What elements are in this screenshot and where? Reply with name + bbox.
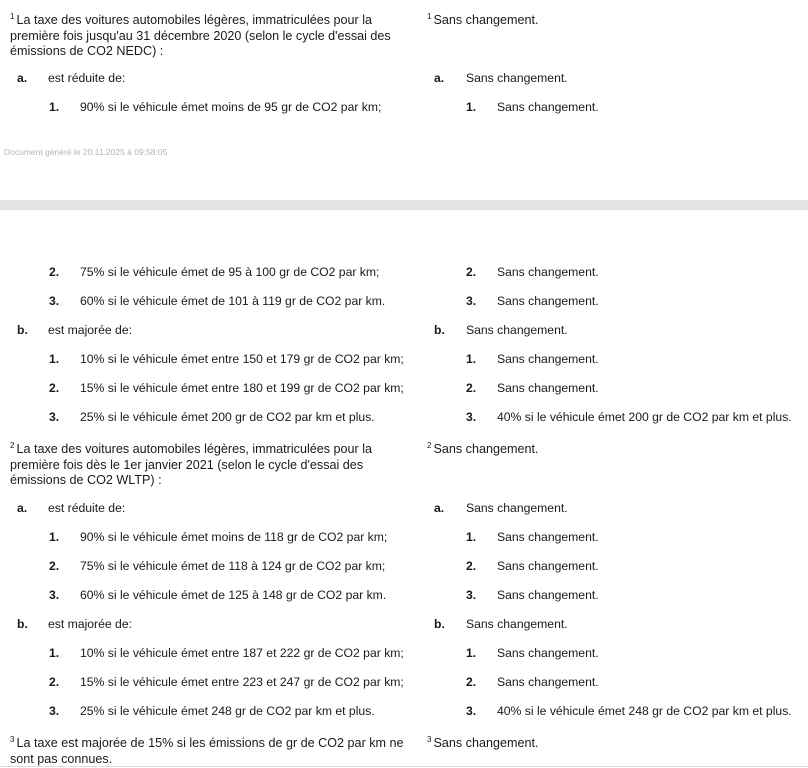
list-marker: 3. bbox=[49, 294, 60, 308]
list-text: 25% si le véhicule émet 200 gr de CO2 par km et plus. bbox=[80, 410, 375, 424]
paragraph-1-original bbox=[10, 9, 410, 60]
list-text: Sans changement. bbox=[466, 71, 568, 85]
list-marker: a. bbox=[17, 71, 28, 85]
list-marker: 2. bbox=[49, 675, 60, 689]
list-marker: 1. bbox=[466, 646, 477, 660]
list-marker: b. bbox=[434, 617, 445, 631]
list-text: Sans changement. bbox=[497, 559, 599, 573]
paragraph-text: Sans changement. bbox=[433, 442, 539, 456]
paragraph-number: 3 bbox=[10, 735, 15, 744]
document-page-1 bbox=[0, 0, 808, 200]
paragraph-number: 2 bbox=[10, 441, 15, 450]
list-marker: a. bbox=[434, 501, 445, 515]
list-text: Sans changement. bbox=[466, 501, 568, 515]
list-marker: b. bbox=[434, 323, 445, 337]
paragraph-number: 1 bbox=[427, 12, 432, 21]
list-text: Sans changement. bbox=[497, 588, 599, 602]
list-text: 75% si le véhicule émet de 95 à 100 gr de CO2 par km; bbox=[80, 265, 380, 279]
list-marker: 2. bbox=[466, 675, 477, 689]
list-text: Sans changement. bbox=[497, 294, 599, 308]
paragraph-2-amended bbox=[427, 438, 805, 458]
paragraph-1-amended bbox=[427, 9, 805, 29]
list-text: Sans changement. bbox=[497, 381, 599, 395]
list-text: Sans changement. bbox=[497, 530, 599, 544]
list-marker: 1. bbox=[49, 352, 60, 366]
list-text: est majorée de: bbox=[48, 617, 133, 631]
list-text: 75% si le véhicule émet de 118 à 124 gr de CO2 par km; bbox=[80, 559, 386, 573]
paragraph-3-original bbox=[10, 732, 410, 767]
list-text: 10% si le véhicule émet entre 150 et 179 gr de CO2 par km; bbox=[80, 352, 404, 366]
list-marker: b. bbox=[17, 323, 28, 337]
page-separator bbox=[0, 200, 808, 210]
list-marker: 1. bbox=[466, 100, 477, 114]
list-text: est majorée de: bbox=[48, 323, 133, 337]
list-text: Sans changement. bbox=[497, 100, 599, 114]
list-marker: 3. bbox=[466, 588, 477, 602]
list-text: 40% si le véhicule émet 248 gr de CO2 par km et plus. bbox=[497, 704, 792, 718]
list-marker: 2. bbox=[466, 559, 477, 573]
list-marker: 2. bbox=[49, 265, 60, 279]
list-text: 25% si le véhicule émet 248 gr de CO2 par km et plus. bbox=[80, 704, 375, 718]
paragraph-2-original bbox=[10, 438, 390, 489]
generation-timestamp-footer: Document généré le 20.11.2025 à 09:58:05 bbox=[4, 147, 168, 157]
list-text: 15% si le véhicule émet entre 180 et 199 gr de CO2 par km; bbox=[80, 381, 404, 395]
paragraph-number: 3 bbox=[427, 735, 432, 744]
list-text: Sans changement. bbox=[497, 646, 599, 660]
paragraph-number: 2 bbox=[427, 441, 432, 450]
document-page-2 bbox=[0, 210, 808, 768]
paragraph-text: La taxe des voitures automobiles légères, immatriculées pour la première fois dès le 1er janvier 2021 (selon le cycle d'essai des émissions de CO2 WLTP) : bbox=[10, 442, 373, 487]
list-marker: 1. bbox=[49, 100, 60, 114]
list-text: Sans changement. bbox=[497, 675, 599, 689]
list-marker: 3. bbox=[466, 294, 477, 308]
paragraph-3-amended bbox=[427, 732, 805, 752]
list-text: 90% si le véhicule émet moins de 95 gr de CO2 par km; bbox=[80, 100, 382, 114]
paragraph-text: La taxe est majorée de 15% si les émissions de gr de CO2 par km ne sont pas connues. bbox=[10, 736, 404, 766]
list-text: Sans changement. bbox=[497, 265, 599, 279]
list-marker: 2. bbox=[466, 381, 477, 395]
list-marker: 3. bbox=[49, 588, 60, 602]
list-marker: 3. bbox=[49, 704, 60, 718]
list-text: 40% si le véhicule émet 200 gr de CO2 par km et plus. bbox=[497, 410, 792, 424]
list-marker: 1. bbox=[49, 646, 60, 660]
list-marker: 1. bbox=[49, 530, 60, 544]
paragraph-text: La taxe des voitures automobiles légères, immatriculées pour la première fois jusqu'au 31 décembre 2020 (selon le cycle d'essai des émissions de CO2 NEDC) : bbox=[10, 13, 391, 58]
list-marker: 2. bbox=[49, 559, 60, 573]
paragraph-text: Sans changement. bbox=[433, 736, 539, 750]
list-text: Sans changement. bbox=[466, 617, 568, 631]
list-text: 60% si le véhicule émet de 125 à 148 gr de CO2 par km. bbox=[80, 588, 387, 602]
list-text: 60% si le véhicule émet de 101 à 119 gr de CO2 par km. bbox=[80, 294, 386, 308]
list-text: 90% si le véhicule émet moins de 118 gr de CO2 par km; bbox=[80, 530, 388, 544]
list-marker: 1. bbox=[466, 530, 477, 544]
list-marker: 2. bbox=[49, 381, 60, 395]
list-marker: 3. bbox=[49, 410, 60, 424]
list-marker: 2. bbox=[466, 265, 477, 279]
list-marker: a. bbox=[434, 71, 445, 85]
list-text: Sans changement. bbox=[466, 323, 568, 337]
list-marker: a. bbox=[17, 501, 28, 515]
list-marker: 3. bbox=[466, 704, 477, 718]
list-text: 15% si le véhicule émet entre 223 et 247 gr de CO2 par km; bbox=[80, 675, 404, 689]
paragraph-text: Sans changement. bbox=[433, 13, 539, 27]
page-bottom-border bbox=[0, 766, 808, 767]
list-text: Sans changement. bbox=[497, 352, 599, 366]
list-marker: b. bbox=[17, 617, 28, 631]
list-text: est réduite de: bbox=[48, 501, 126, 515]
list-text: est réduite de: bbox=[48, 71, 126, 85]
list-marker: 1. bbox=[466, 352, 477, 366]
paragraph-number: 1 bbox=[10, 12, 15, 21]
list-text: 10% si le véhicule émet entre 187 et 222 gr de CO2 par km; bbox=[80, 646, 404, 660]
list-marker: 3. bbox=[466, 410, 477, 424]
